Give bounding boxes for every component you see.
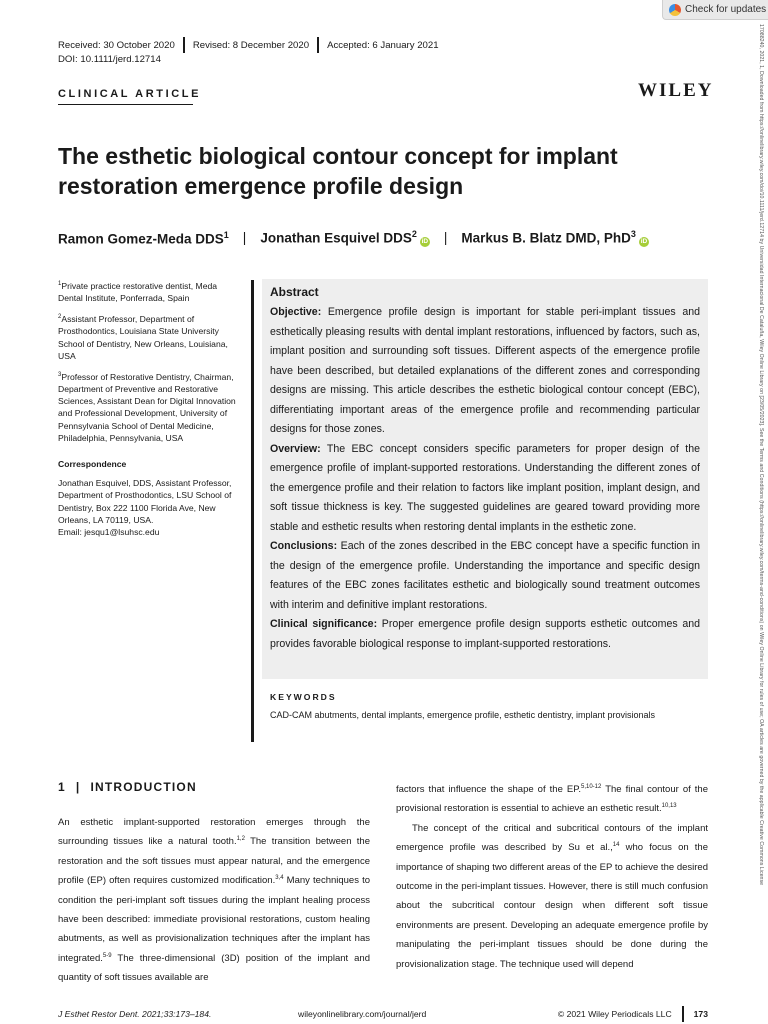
citation-ref[interactable]: 14	[612, 842, 620, 849]
received-date: Received: 30 October 2020	[58, 39, 175, 51]
footer-divider	[682, 1006, 684, 1022]
section-separator: |	[75, 780, 81, 794]
citation-ref[interactable]: 3,4	[275, 875, 284, 882]
orcid-icon[interactable]: iD	[421, 237, 429, 245]
intro-left-column: An esthetic implant-supported restoration emerges through the surrounding tissues like a natural tooth.$^{1,2}$ The transition between the restoration and the soft tissues must appear natural, and the emergence profile (EP) often requires customized modification.$^{3,4}$ Many techniques to condition the peri-implant soft tissues during the implant healing process have been described: immediate provisional restorations, custom healing abutments, as well as provisionalization techniques after the implant has integrated.$^{5-9}$ The three-dimensional (3D) position of the implant and quantity of soft tissues available are	[58, 817, 370, 984]
affiliation: $^1$Private practice restorative dentist, Meda Dental Institute, Ponferrada, Spain	[58, 280, 218, 304]
column-rule	[251, 280, 254, 742]
author[interactable]: Markus B. Blatz DMD, PhD$^3$iD	[461, 229, 648, 246]
author-list	[58, 229, 649, 247]
abstract-overview: Overview: The EBC concept considers specific parameters for proper design of the emergence profile of implant-supported restorations. Understanding the different zones of the emergence profile and their relation to factors like implant position, implant design, and soft tissue thickness is key. The suggested guidelines are geared toward providing more stable and esthetic results when restoring dental implants in the esthetic zone.	[270, 442, 700, 533]
section-title: INTRODUCTION	[90, 780, 197, 794]
doi[interactable]: DOI: 10.1111/jerd.12714	[58, 54, 161, 65]
divider	[183, 37, 185, 53]
affiliations	[58, 278, 244, 538]
accepted-date: Accepted: 6 January 2021	[327, 39, 439, 51]
author-separator: |	[443, 230, 448, 246]
orcid-icon[interactable]: iD	[640, 237, 648, 245]
paper-title: The esthetic biological contour concept for implant restoration emergence profile design	[58, 143, 618, 199]
check-for-updates-label: Check for updates	[685, 4, 767, 15]
citation-ref[interactable]: 5,10-12	[580, 783, 602, 790]
author[interactable]: Jonathan Esquivel DDS$^2$iD	[260, 229, 429, 246]
page-number: 173	[693, 1009, 708, 1019]
keywords-heading: KEYWORDS	[270, 692, 337, 702]
correspondence-text: Jonathan Esquivel, DDS, Assistant Professor, Department of Prosthodontics, LSU School of Dentistry, Box 222 1100 Florida Ave, New Orleans, LA 70119, USA. Email: jesqu1@lsuhsc.edu	[58, 478, 232, 538]
article-type-underline	[58, 104, 193, 105]
abstract-heading: Abstract	[270, 285, 319, 299]
section-heading	[58, 780, 197, 794]
citation-ref[interactable]: 5-9	[102, 952, 112, 959]
abstract-conclusions: Conclusions: Each of the zones described in the EBC concept have a specific function in the design of the emergence profile. Understanding the importance and specific design features of the EBC zones facilitates esthetic and biologically sound treatment outcomes with interim and definitive implant restorations.	[270, 540, 700, 611]
citation-ref[interactable]: 10,13	[661, 803, 677, 810]
copyright: © 2021 Wiley Periodicals LLC	[557, 1009, 672, 1019]
paragraph: factors that influence the shape of the EP.$^{5,10-12}$ The final contour of the provisional restoration is essential to achieve an esthetic result.$^{10,13}$	[396, 783, 708, 815]
check-for-updates-button[interactable]	[662, 0, 768, 20]
divider	[317, 37, 319, 53]
keywords-list: CAD-CAM abutments, dental implants, emergence profile, esthetic dentistry, implant provisionals	[270, 710, 656, 720]
revised-date: Revised: 8 December 2020	[192, 39, 310, 51]
download-notice-strip: 17088240, 2021, 1, Downloaded from https://onlinelibrary.wiley.com/doi/10.1111/jerd.12714 by Universidad Internacional De Cataluña, Wiley Online Library on [23/05/2023]. See the Terms and Conditions (https://onlinelibrary.wiley.com/terms-and-conditions) on Wiley Online Library for rules of use; OA articles are governed by the applicable Creative Commons License	[758, 24, 764, 886]
author[interactable]: Ramon Gomez-Meda DDS$^1$	[58, 229, 229, 246]
abstract-objective: Objective: Emergence profile design is important for stable peri-implant tissues and esthetically pleasing results with dental implant restorations, influenced by factors, such as, implant position and surrounding soft tissues. Different aspects of the emergence profile have been described, but detailed explanations of the different zones and corresponding designs are missing. This article describes the esthetic biological contour concept (EBC), differentiating important areas of the emergence profile and recommending particular designs for those zones.	[270, 306, 700, 435]
correspondence-email[interactable]: Email: jesqu1@lsuhsc.edu	[58, 527, 160, 538]
section-number: 1	[58, 780, 66, 794]
abstract-box	[262, 279, 708, 679]
article-type: CLINICAL ARTICLE	[58, 88, 202, 100]
citation-ref[interactable]: 1,2	[236, 836, 245, 843]
intro-right-column	[396, 780, 708, 974]
affiliation: $^3$Professor of Restorative Dentistry, Chairman, Department of Preventive and Restorative Sciences, Assistant Dean for Digital Innovation and Professional Development, University of Pennsylvania School of Dental Medicine, Philadelphia, Pennsylvania, USA	[58, 371, 236, 443]
publisher-logo: WILEY	[638, 80, 714, 101]
journal-url[interactable]: wileyonlinelibrary.com/journal/jerd	[298, 1009, 427, 1019]
affiliation: $^2$Assistant Professor, Department of Prosthodontics, Louisiana State University School of Dentistry, New Orleans, Louisiana, USA	[58, 314, 228, 361]
paragraph: The concept of the critical and subcritical contours of the implant emergence profile was described by Su et al.,$^{14}$ who focus on the importance of shaping two different areas of the EP to achieve the desired outcome in the peri-implant tissues. However, there is still much confusion about the subcritical contour design when different soft tissue environments are present. Developing an adequate emergence profile by manipulating the peri-implant tissues should be done during the provisionalization stage. The technique used will depend	[396, 822, 708, 970]
correspondence-heading: Correspondence	[58, 459, 127, 470]
author-separator: |	[242, 230, 247, 246]
crossmark-icon	[669, 4, 681, 16]
article-dates	[58, 37, 439, 53]
abstract-clinical-significance: Clinical significance: Proper emergence profile design supports esthetic outcomes and provides favorable biological response to implant-supported restorations.	[270, 618, 700, 650]
journal-citation: J Esthet Restor Dent. 2021;33:173–184.	[58, 1009, 212, 1019]
page-footer	[58, 1006, 708, 1022]
